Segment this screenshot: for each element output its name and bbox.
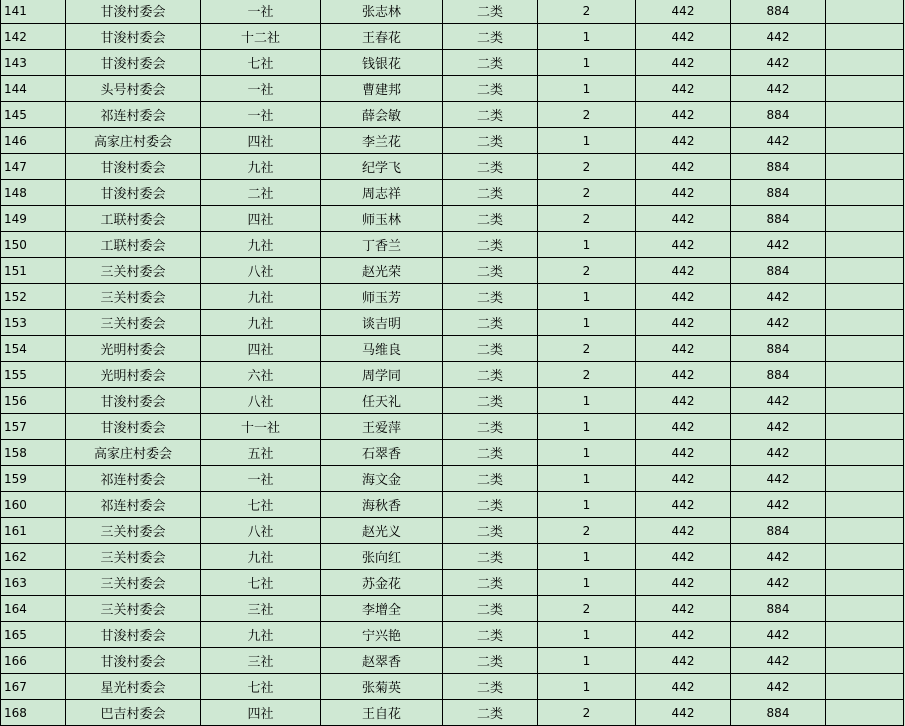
standard-cell[interactable]: 442 bbox=[636, 700, 731, 726]
table-row bbox=[1, 24, 904, 50]
row-number-cell[interactable]: 159 bbox=[1, 466, 66, 492]
table-row bbox=[1, 466, 904, 492]
table-row bbox=[1, 336, 904, 362]
amount-cell[interactable]: 442 bbox=[731, 440, 826, 466]
row-number-cell[interactable]: 149 bbox=[1, 206, 66, 232]
row-number-cell[interactable]: 144 bbox=[1, 76, 66, 102]
row-number-cell[interactable]: 148 bbox=[1, 180, 66, 206]
empty-cell[interactable] bbox=[826, 466, 904, 492]
amount-cell[interactable]: 442 bbox=[731, 284, 826, 310]
row-number-cell[interactable]: 158 bbox=[1, 440, 66, 466]
category-cell[interactable]: 二类 bbox=[443, 76, 538, 102]
row-number-cell[interactable]: 168 bbox=[1, 700, 66, 726]
village-cell[interactable]: 光明村委会 bbox=[66, 336, 201, 362]
category-cell[interactable]: 二类 bbox=[443, 414, 538, 440]
count-cell[interactable]: 2 bbox=[538, 518, 636, 544]
group-cell[interactable]: 一社 bbox=[201, 76, 321, 102]
name-cell[interactable]: 师玉林 bbox=[321, 206, 443, 232]
standard-cell[interactable]: 442 bbox=[636, 414, 731, 440]
standard-cell[interactable]: 442 bbox=[636, 492, 731, 518]
count-cell[interactable]: 2 bbox=[538, 336, 636, 362]
empty-cell[interactable] bbox=[826, 232, 904, 258]
table-row bbox=[1, 622, 904, 648]
row-number-cell[interactable]: 151 bbox=[1, 258, 66, 284]
standard-cell[interactable]: 442 bbox=[636, 154, 731, 180]
amount-cell[interactable]: 442 bbox=[731, 466, 826, 492]
village-cell[interactable]: 头号村委会 bbox=[66, 76, 201, 102]
category-cell[interactable]: 二类 bbox=[443, 50, 538, 76]
amount-cell[interactable]: 442 bbox=[731, 128, 826, 154]
empty-cell[interactable] bbox=[826, 544, 904, 570]
count-cell[interactable]: 2 bbox=[538, 154, 636, 180]
village-cell[interactable]: 甘浚村委会 bbox=[66, 0, 201, 24]
category-cell[interactable]: 二类 bbox=[443, 596, 538, 622]
standard-cell[interactable]: 442 bbox=[636, 570, 731, 596]
count-cell[interactable]: 1 bbox=[538, 128, 636, 154]
amount-cell[interactable]: 884 bbox=[731, 206, 826, 232]
category-cell[interactable]: 二类 bbox=[443, 128, 538, 154]
standard-cell[interactable]: 442 bbox=[636, 102, 731, 128]
table-row bbox=[1, 362, 904, 388]
name-cell[interactable]: 钱银花 bbox=[321, 50, 443, 76]
standard-cell[interactable]: 442 bbox=[636, 466, 731, 492]
name-cell[interactable]: 赵光义 bbox=[321, 518, 443, 544]
amount-cell[interactable]: 442 bbox=[731, 24, 826, 50]
amount-cell[interactable]: 884 bbox=[731, 258, 826, 284]
row-number-cell[interactable]: 161 bbox=[1, 518, 66, 544]
row-number-cell[interactable]: 145 bbox=[1, 102, 66, 128]
empty-cell[interactable] bbox=[826, 518, 904, 544]
category-cell[interactable]: 二类 bbox=[443, 102, 538, 128]
name-cell[interactable]: 王自花 bbox=[321, 700, 443, 726]
count-cell[interactable]: 1 bbox=[538, 284, 636, 310]
group-cell[interactable]: 九社 bbox=[201, 622, 321, 648]
group-cell[interactable]: 九社 bbox=[201, 284, 321, 310]
row-number-cell[interactable]: 150 bbox=[1, 232, 66, 258]
name-cell[interactable]: 薛会敏 bbox=[321, 102, 443, 128]
row-number-cell[interactable]: 165 bbox=[1, 622, 66, 648]
name-cell[interactable]: 任天礼 bbox=[321, 388, 443, 414]
standard-cell[interactable]: 442 bbox=[636, 206, 731, 232]
count-cell[interactable]: 1 bbox=[538, 622, 636, 648]
standard-cell[interactable]: 442 bbox=[636, 50, 731, 76]
empty-cell[interactable] bbox=[826, 362, 904, 388]
amount-cell[interactable]: 884 bbox=[731, 0, 826, 24]
empty-cell[interactable] bbox=[826, 0, 904, 24]
standard-cell[interactable]: 442 bbox=[636, 284, 731, 310]
group-cell[interactable]: 十一社 bbox=[201, 414, 321, 440]
count-cell[interactable]: 1 bbox=[538, 544, 636, 570]
amount-cell[interactable]: 442 bbox=[731, 50, 826, 76]
amount-cell[interactable]: 884 bbox=[731, 362, 826, 388]
row-number-cell[interactable]: 157 bbox=[1, 414, 66, 440]
empty-cell[interactable] bbox=[826, 50, 904, 76]
category-cell[interactable]: 二类 bbox=[443, 24, 538, 50]
count-cell[interactable]: 1 bbox=[538, 570, 636, 596]
amount-cell[interactable]: 442 bbox=[731, 674, 826, 700]
group-cell[interactable]: 九社 bbox=[201, 310, 321, 336]
category-cell[interactable]: 二类 bbox=[443, 258, 538, 284]
table-row bbox=[1, 596, 904, 622]
name-cell[interactable]: 曹建邦 bbox=[321, 76, 443, 102]
village-cell[interactable]: 祁连村委会 bbox=[66, 466, 201, 492]
table-row bbox=[1, 154, 904, 180]
empty-cell[interactable] bbox=[826, 128, 904, 154]
amount-cell[interactable]: 884 bbox=[731, 102, 826, 128]
count-cell[interactable]: 2 bbox=[538, 596, 636, 622]
amount-cell[interactable]: 884 bbox=[731, 700, 826, 726]
category-cell[interactable]: 二类 bbox=[443, 700, 538, 726]
category-cell[interactable]: 二类 bbox=[443, 206, 538, 232]
category-cell[interactable]: 二类 bbox=[443, 648, 538, 674]
row-number-cell[interactable]: 166 bbox=[1, 648, 66, 674]
group-cell[interactable]: 七社 bbox=[201, 492, 321, 518]
group-cell[interactable]: 三社 bbox=[201, 596, 321, 622]
name-cell[interactable]: 海秋香 bbox=[321, 492, 443, 518]
group-cell[interactable]: 四社 bbox=[201, 336, 321, 362]
standard-cell[interactable]: 442 bbox=[636, 180, 731, 206]
amount-cell[interactable]: 884 bbox=[731, 336, 826, 362]
amount-cell[interactable]: 442 bbox=[731, 388, 826, 414]
group-cell[interactable]: 一社 bbox=[201, 466, 321, 492]
standard-cell[interactable]: 442 bbox=[636, 674, 731, 700]
category-cell[interactable]: 二类 bbox=[443, 362, 538, 388]
name-cell[interactable]: 赵翠香 bbox=[321, 648, 443, 674]
empty-cell[interactable] bbox=[826, 154, 904, 180]
group-cell[interactable]: 九社 bbox=[201, 544, 321, 570]
count-cell[interactable]: 2 bbox=[538, 102, 636, 128]
empty-cell[interactable] bbox=[826, 700, 904, 726]
empty-cell[interactable] bbox=[826, 648, 904, 674]
row-number-cell[interactable]: 162 bbox=[1, 544, 66, 570]
group-cell[interactable]: 十二社 bbox=[201, 24, 321, 50]
standard-cell[interactable]: 442 bbox=[636, 622, 731, 648]
category-cell[interactable]: 二类 bbox=[443, 180, 538, 206]
standard-cell[interactable]: 442 bbox=[636, 24, 731, 50]
name-cell[interactable]: 苏金花 bbox=[321, 570, 443, 596]
group-cell[interactable]: 九社 bbox=[201, 232, 321, 258]
amount-cell[interactable]: 884 bbox=[731, 180, 826, 206]
empty-cell[interactable] bbox=[826, 336, 904, 362]
count-cell[interactable]: 2 bbox=[538, 362, 636, 388]
row-number-cell[interactable]: 141 bbox=[1, 0, 66, 24]
amount-cell[interactable]: 884 bbox=[731, 154, 826, 180]
amount-cell[interactable]: 442 bbox=[731, 648, 826, 674]
amount-cell[interactable]: 442 bbox=[731, 492, 826, 518]
empty-cell[interactable] bbox=[826, 414, 904, 440]
group-cell[interactable]: 四社 bbox=[201, 206, 321, 232]
group-cell[interactable]: 七社 bbox=[201, 570, 321, 596]
name-cell[interactable]: 周志祥 bbox=[321, 180, 443, 206]
name-cell[interactable]: 张志林 bbox=[321, 0, 443, 24]
amount-cell[interactable]: 442 bbox=[731, 76, 826, 102]
standard-cell[interactable]: 442 bbox=[636, 596, 731, 622]
count-cell[interactable]: 1 bbox=[538, 466, 636, 492]
empty-cell[interactable] bbox=[826, 24, 904, 50]
table-row bbox=[1, 674, 904, 700]
village-cell[interactable]: 祁连村委会 bbox=[66, 102, 201, 128]
amount-cell[interactable]: 884 bbox=[731, 596, 826, 622]
name-cell[interactable]: 赵光荣 bbox=[321, 258, 443, 284]
table-row bbox=[1, 440, 904, 466]
standard-cell[interactable]: 442 bbox=[636, 336, 731, 362]
group-cell[interactable]: 六社 bbox=[201, 362, 321, 388]
standard-cell[interactable]: 442 bbox=[636, 518, 731, 544]
name-cell[interactable]: 纪学飞 bbox=[321, 154, 443, 180]
row-number-cell[interactable]: 155 bbox=[1, 362, 66, 388]
standard-cell[interactable]: 442 bbox=[636, 76, 731, 102]
table-row bbox=[1, 128, 904, 154]
village-cell[interactable]: 甘浚村委会 bbox=[66, 50, 201, 76]
table-row bbox=[1, 76, 904, 102]
empty-cell[interactable] bbox=[826, 76, 904, 102]
name-cell[interactable]: 周学同 bbox=[321, 362, 443, 388]
table-row bbox=[1, 492, 904, 518]
table-row bbox=[1, 284, 904, 310]
standard-cell[interactable]: 442 bbox=[636, 440, 731, 466]
village-cell[interactable]: 工联村委会 bbox=[66, 206, 201, 232]
village-cell[interactable]: 星光村委会 bbox=[66, 674, 201, 700]
empty-cell[interactable] bbox=[826, 570, 904, 596]
category-cell[interactable]: 二类 bbox=[443, 0, 538, 24]
count-cell[interactable]: 1 bbox=[538, 440, 636, 466]
table-row bbox=[1, 518, 904, 544]
table-row bbox=[1, 700, 904, 726]
table-row bbox=[1, 388, 904, 414]
empty-cell[interactable] bbox=[826, 388, 904, 414]
count-cell[interactable]: 2 bbox=[538, 180, 636, 206]
village-cell[interactable]: 甘浚村委会 bbox=[66, 180, 201, 206]
category-cell[interactable]: 二类 bbox=[443, 388, 538, 414]
standard-cell[interactable]: 442 bbox=[636, 232, 731, 258]
table-row bbox=[1, 570, 904, 596]
table-row bbox=[1, 206, 904, 232]
group-cell[interactable]: 三社 bbox=[201, 648, 321, 674]
category-cell[interactable]: 二类 bbox=[443, 674, 538, 700]
amount-cell[interactable]: 442 bbox=[731, 570, 826, 596]
village-cell[interactable]: 三关村委会 bbox=[66, 310, 201, 336]
name-cell[interactable]: 李兰花 bbox=[321, 128, 443, 154]
row-number-cell[interactable]: 153 bbox=[1, 310, 66, 336]
table-row bbox=[1, 180, 904, 206]
empty-cell[interactable] bbox=[826, 440, 904, 466]
name-cell[interactable]: 海文金 bbox=[321, 466, 443, 492]
count-cell[interactable]: 1 bbox=[538, 674, 636, 700]
group-cell[interactable]: 四社 bbox=[201, 128, 321, 154]
table-row bbox=[1, 50, 904, 76]
name-cell[interactable]: 丁香兰 bbox=[321, 232, 443, 258]
category-cell[interactable]: 二类 bbox=[443, 518, 538, 544]
amount-cell[interactable]: 442 bbox=[731, 622, 826, 648]
name-cell[interactable]: 李增全 bbox=[321, 596, 443, 622]
standard-cell[interactable]: 442 bbox=[636, 388, 731, 414]
village-cell[interactable]: 甘浚村委会 bbox=[66, 414, 201, 440]
village-cell[interactable]: 甘浚村委会 bbox=[66, 388, 201, 414]
count-cell[interactable]: 1 bbox=[538, 492, 636, 518]
row-number-cell[interactable]: 160 bbox=[1, 492, 66, 518]
count-cell[interactable]: 2 bbox=[538, 0, 636, 24]
category-cell[interactable]: 二类 bbox=[443, 154, 538, 180]
village-cell[interactable]: 高家庄村委会 bbox=[66, 440, 201, 466]
name-cell[interactable]: 马维良 bbox=[321, 336, 443, 362]
village-cell[interactable]: 巴吉村委会 bbox=[66, 700, 201, 726]
row-number-cell[interactable]: 147 bbox=[1, 154, 66, 180]
village-cell[interactable]: 高家庄村委会 bbox=[66, 128, 201, 154]
category-cell[interactable]: 二类 bbox=[443, 466, 538, 492]
category-cell[interactable]: 二类 bbox=[443, 440, 538, 466]
table-row bbox=[1, 232, 904, 258]
group-cell[interactable]: 四社 bbox=[201, 700, 321, 726]
name-cell[interactable]: 宁兴艳 bbox=[321, 622, 443, 648]
group-cell[interactable]: 七社 bbox=[201, 674, 321, 700]
row-number-cell[interactable]: 142 bbox=[1, 24, 66, 50]
group-cell[interactable]: 九社 bbox=[201, 154, 321, 180]
count-cell[interactable]: 1 bbox=[538, 76, 636, 102]
name-cell[interactable]: 王春花 bbox=[321, 24, 443, 50]
row-number-cell[interactable]: 154 bbox=[1, 336, 66, 362]
row-number-cell[interactable]: 156 bbox=[1, 388, 66, 414]
count-cell[interactable]: 1 bbox=[538, 414, 636, 440]
table-row bbox=[1, 310, 904, 336]
table-row bbox=[1, 0, 904, 24]
empty-cell[interactable] bbox=[826, 622, 904, 648]
group-cell[interactable]: 一社 bbox=[201, 0, 321, 24]
group-cell[interactable]: 一社 bbox=[201, 102, 321, 128]
village-cell[interactable]: 甘浚村委会 bbox=[66, 622, 201, 648]
village-cell[interactable]: 三关村委会 bbox=[66, 258, 201, 284]
name-cell[interactable]: 张向红 bbox=[321, 544, 443, 570]
amount-cell[interactable]: 442 bbox=[731, 310, 826, 336]
table-row bbox=[1, 648, 904, 674]
name-cell[interactable]: 师玉芳 bbox=[321, 284, 443, 310]
empty-cell[interactable] bbox=[826, 674, 904, 700]
village-cell[interactable]: 工联村委会 bbox=[66, 232, 201, 258]
row-number-cell[interactable]: 167 bbox=[1, 674, 66, 700]
count-cell[interactable]: 1 bbox=[538, 648, 636, 674]
name-cell[interactable]: 谈吉明 bbox=[321, 310, 443, 336]
standard-cell[interactable]: 442 bbox=[636, 128, 731, 154]
standard-cell[interactable]: 442 bbox=[636, 258, 731, 284]
empty-cell[interactable] bbox=[826, 596, 904, 622]
count-cell[interactable]: 2 bbox=[538, 258, 636, 284]
table-row bbox=[1, 258, 904, 284]
category-cell[interactable]: 二类 bbox=[443, 622, 538, 648]
standard-cell[interactable]: 442 bbox=[636, 362, 731, 388]
village-cell[interactable]: 三关村委会 bbox=[66, 596, 201, 622]
count-cell[interactable]: 1 bbox=[538, 24, 636, 50]
village-cell[interactable]: 光明村委会 bbox=[66, 362, 201, 388]
group-cell[interactable]: 二社 bbox=[201, 180, 321, 206]
count-cell[interactable]: 1 bbox=[538, 232, 636, 258]
group-cell[interactable]: 八社 bbox=[201, 258, 321, 284]
amount-cell[interactable]: 442 bbox=[731, 414, 826, 440]
village-cell[interactable]: 甘浚村委会 bbox=[66, 24, 201, 50]
standard-cell[interactable]: 442 bbox=[636, 310, 731, 336]
empty-cell[interactable] bbox=[826, 258, 904, 284]
standard-cell[interactable]: 442 bbox=[636, 544, 731, 570]
amount-cell[interactable]: 884 bbox=[731, 518, 826, 544]
village-cell[interactable]: 祁连村委会 bbox=[66, 492, 201, 518]
count-cell[interactable]: 1 bbox=[538, 388, 636, 414]
name-cell[interactable]: 张菊英 bbox=[321, 674, 443, 700]
category-cell[interactable]: 二类 bbox=[443, 232, 538, 258]
count-cell[interactable]: 1 bbox=[538, 50, 636, 76]
empty-cell[interactable] bbox=[826, 206, 904, 232]
name-cell[interactable]: 石翠香 bbox=[321, 440, 443, 466]
row-number-cell[interactable]: 164 bbox=[1, 596, 66, 622]
row-number-cell[interactable]: 143 bbox=[1, 50, 66, 76]
count-cell[interactable]: 2 bbox=[538, 206, 636, 232]
village-cell[interactable]: 甘浚村委会 bbox=[66, 154, 201, 180]
category-cell[interactable]: 二类 bbox=[443, 310, 538, 336]
count-cell[interactable]: 1 bbox=[538, 310, 636, 336]
count-cell[interactable]: 2 bbox=[538, 700, 636, 726]
standard-cell[interactable]: 442 bbox=[636, 0, 731, 24]
row-number-cell[interactable]: 146 bbox=[1, 128, 66, 154]
village-cell[interactable]: 三关村委会 bbox=[66, 518, 201, 544]
category-cell[interactable]: 二类 bbox=[443, 544, 538, 570]
amount-cell[interactable]: 442 bbox=[731, 544, 826, 570]
village-cell[interactable]: 三关村委会 bbox=[66, 544, 201, 570]
empty-cell[interactable] bbox=[826, 180, 904, 206]
table-row bbox=[1, 414, 904, 440]
village-cell[interactable]: 甘浚村委会 bbox=[66, 648, 201, 674]
row-number-cell[interactable]: 163 bbox=[1, 570, 66, 596]
empty-cell[interactable] bbox=[826, 492, 904, 518]
table-row bbox=[1, 544, 904, 570]
village-cell[interactable]: 三关村委会 bbox=[66, 570, 201, 596]
empty-cell[interactable] bbox=[826, 102, 904, 128]
category-cell[interactable]: 二类 bbox=[443, 492, 538, 518]
amount-cell[interactable]: 442 bbox=[731, 232, 826, 258]
empty-cell[interactable] bbox=[826, 310, 904, 336]
standard-cell[interactable]: 442 bbox=[636, 648, 731, 674]
group-cell[interactable]: 五社 bbox=[201, 440, 321, 466]
village-cell[interactable]: 三关村委会 bbox=[66, 284, 201, 310]
group-cell[interactable]: 八社 bbox=[201, 388, 321, 414]
group-cell[interactable]: 八社 bbox=[201, 518, 321, 544]
row-number-cell[interactable]: 152 bbox=[1, 284, 66, 310]
category-cell[interactable]: 二类 bbox=[443, 336, 538, 362]
category-cell[interactable]: 二类 bbox=[443, 284, 538, 310]
empty-cell[interactable] bbox=[826, 284, 904, 310]
table-row bbox=[1, 102, 904, 128]
category-cell[interactable]: 二类 bbox=[443, 570, 538, 596]
name-cell[interactable]: 王爱萍 bbox=[321, 414, 443, 440]
group-cell[interactable]: 七社 bbox=[201, 50, 321, 76]
